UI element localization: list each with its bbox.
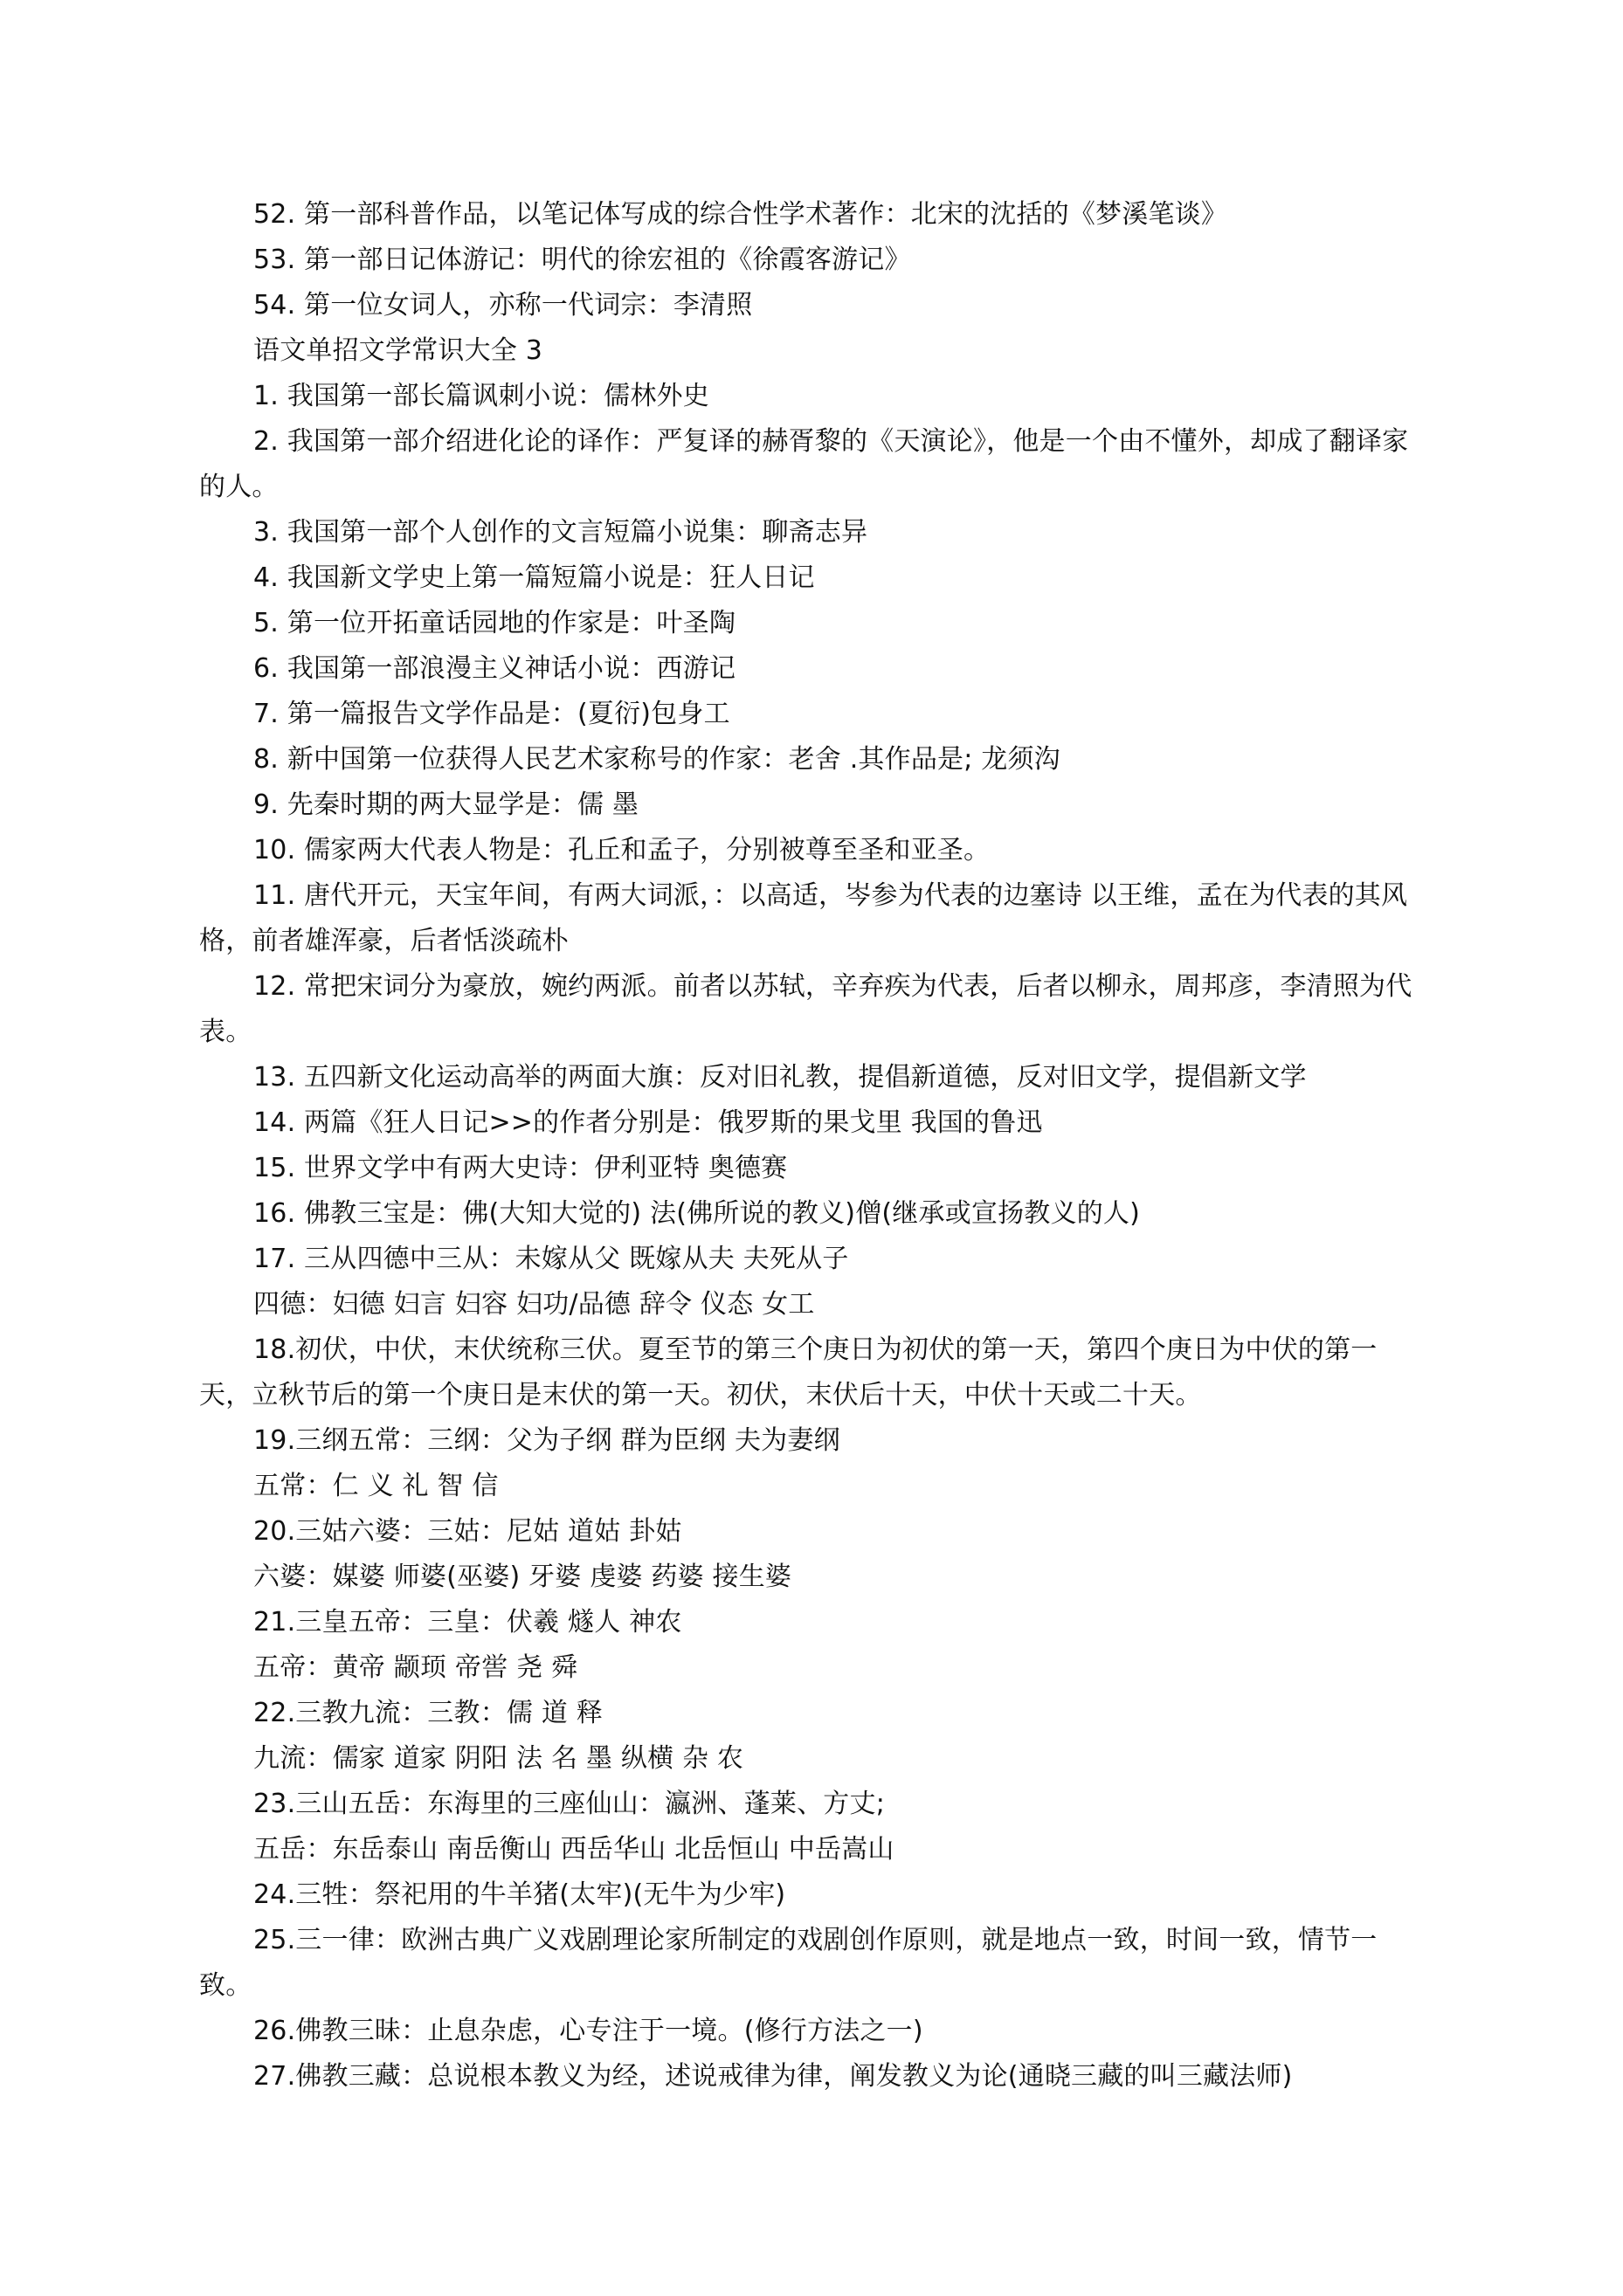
paragraph-53: 53. 第一部日记体游记：明代的徐宏祖的《徐霞客游记》 bbox=[253, 245, 911, 275]
paragraph-23-continued: 五岳：东岳泰山 南岳衡山 西岳华山 北岳恒山 中岳嵩山 bbox=[253, 1834, 894, 1865]
paragraph-13: 13. 五四新文化运动高举的两面大旗：反对旧礼教，提倡新道德，反对旧文学，提倡新文学 bbox=[253, 1062, 1307, 1093]
paragraph-54: 54. 第一位女词人，亦称一代词宗：李清照 bbox=[253, 290, 753, 321]
paragraph-18: 18.初伏，中伏，末伏统称三伏。夏至节的第三个庚日为初伏的第一天，第四个庚日为中伏的第一天，立秋节后的第一个庚日是末伏的第一天。初伏，末伏后十天，中伏十天或二十天。 bbox=[199, 1334, 1378, 1410]
paragraph-7: 7. 第一篇报告文学作品是：(夏衍)包身工 bbox=[253, 699, 730, 729]
paragraph-14: 14. 两篇《狂人日记>>的作者分别是：俄罗斯的果戈里 我国的鲁迅 bbox=[253, 1107, 1043, 1138]
paragraph-2: 2. 我国第一部介绍进化论的译作：严复译的赫胥黎的《天演论》，他是一个由不懂外，却成了翻译家的人。 bbox=[199, 426, 1409, 502]
paragraph-24: 24.三牲：祭祀用的牛羊猪(太牢)(无牛为少牢) bbox=[253, 1879, 786, 1910]
paragraph-27: 27.佛教三藏：总说根本教义为经，述说戒律为律，阐发教义为论(通晓三藏的叫三藏法师) bbox=[253, 2061, 1293, 2092]
paragraph-17-continued: 四德：妇德 妇言 妇容 妇功/品德 辞令 仪态 女工 bbox=[253, 1289, 815, 1320]
paragraph-20: 20.三姑六婆：三姑：尼姑 道姑 卦姑 bbox=[253, 1516, 682, 1547]
paragraph-19-continued: 五常：仁 义 礼 智 信 bbox=[253, 1471, 499, 1501]
paragraph-5: 5. 第一位开拓童话园地的作家是：叶圣陶 bbox=[253, 608, 736, 638]
paragraph-15: 15. 世界文学中有两大史诗：伊利亚特 奥德赛 bbox=[253, 1153, 788, 1183]
paragraph-3: 3. 我国第一部个人创作的文言短篇小说集：聊斋志异 bbox=[253, 517, 868, 548]
paragraph-19: 19.三纲五常：三纲：父为子纲 群为臣纲 夫为妻纲 bbox=[253, 1425, 840, 1456]
document-body bbox=[199, 192, 1427, 2099]
paragraph-1: 1. 我国第一部长篇讽刺小说：儒林外史 bbox=[253, 381, 709, 411]
paragraph-9: 9. 先秦时期的两大显学是：儒 墨 bbox=[253, 789, 639, 820]
paragraph-17: 17. 三从四德中三从：未嫁从父 既嫁从夫 夫死从子 bbox=[253, 1244, 849, 1274]
paragraph-25: 25.三一律：欧洲古典广义戏剧理论家所制定的戏剧创作原则，就是地点一致，时间一致，情节一致。 bbox=[199, 1925, 1378, 2001]
paragraph-20-continued: 六婆：媒婆 师婆(巫婆) 牙婆 虔婆 药婆 接生婆 bbox=[253, 1562, 792, 1592]
paragraph-12: 12. 常把宋词分为豪放，婉约两派。前者以苏轼，辛弃疾为代表，后者以柳永，周邦彦，李清照为代表。 bbox=[199, 971, 1412, 1047]
paragraph-26: 26.佛教三昧：止息杂虑，心专注于一境。(修行方法之一) bbox=[253, 2016, 923, 2046]
paragraph-16: 16. 佛教三宝是：佛(大知大觉的) 法(佛所说的教义)僧(继承或宣扬教义的人) bbox=[253, 1198, 1141, 1229]
paragraph-22-continued: 九流：儒家 道家 阴阳 法 名 墨 纵横 杂 农 bbox=[253, 1743, 744, 1774]
paragraph-11: 11. 唐代开元，天宝年间，有两大词派，：以高适，岑参为代表的边塞诗 以王维，孟在为代表的其风格，前者雄浑豪，后者恬淡疏朴 bbox=[199, 880, 1408, 956]
paragraph-8: 8. 新中国第一位获得人民艺术家称号的作家：老舍 .其作品是; 龙须沟 bbox=[253, 744, 1060, 775]
paragraph-23: 23.三山五岳：东海里的三座仙山：瀛洲、蓬莱、方丈; bbox=[253, 1789, 886, 1819]
paragraph-21: 21.三皇五帝：三皇：伏羲 燧人 神农 bbox=[253, 1607, 682, 1638]
paragraph-10: 10. 儒家两大代表人物是：孔丘和孟子，分别被尊至圣和亚圣。 bbox=[253, 835, 991, 865]
paragraph-21-continued: 五帝：黄帝 颛顼 帝喾 尧 舜 bbox=[253, 1652, 578, 1683]
section-heading: 语文单招文学常识大全 3 bbox=[253, 335, 543, 366]
paragraph-52: 52. 第一部科普作品，以笔记体写成的综合性学术著作：北宋的沈括的《梦溪笔谈》 bbox=[253, 199, 1228, 230]
paragraph-6: 6. 我国第一部浪漫主义神话小说：西游记 bbox=[253, 653, 736, 684]
paragraph-22: 22.三教九流：三教：儒 道 释 bbox=[253, 1698, 603, 1728]
paragraph-4: 4. 我国新文学史上第一篇短篇小说是：狂人日记 bbox=[253, 562, 815, 593]
